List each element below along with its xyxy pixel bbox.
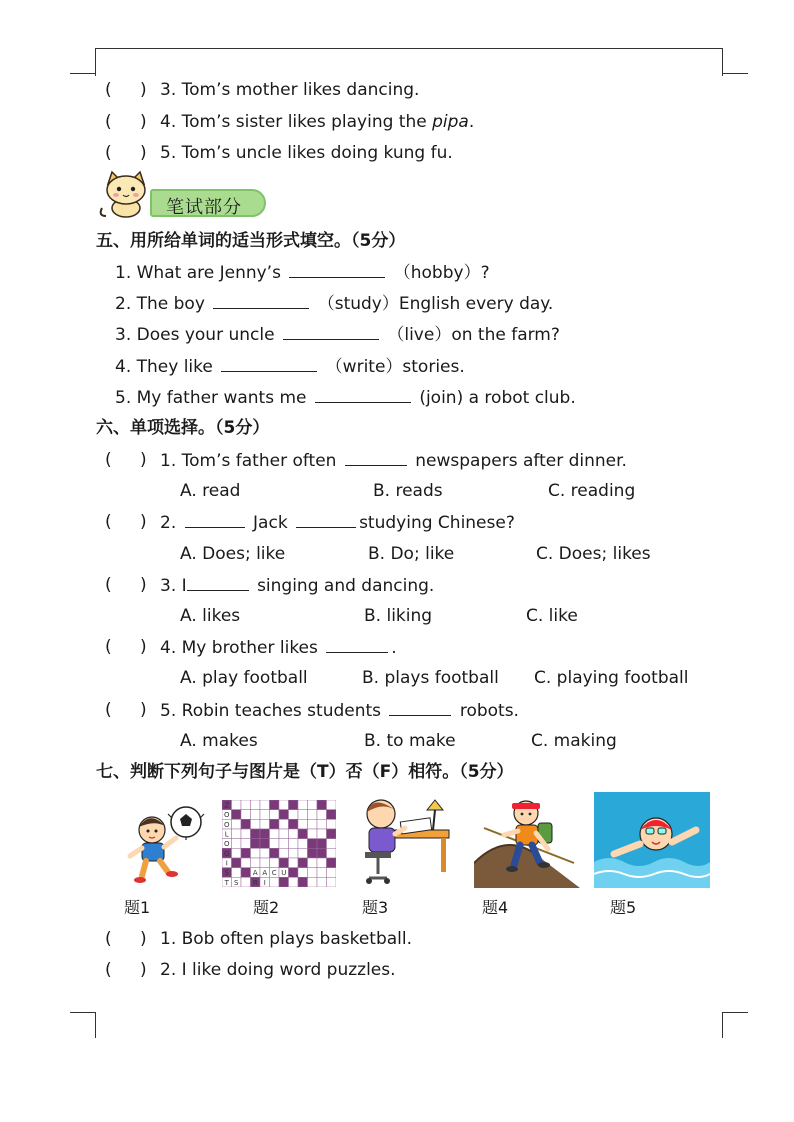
puzzle-cell <box>327 848 337 858</box>
picture-caption-2: 题2 <box>253 898 280 917</box>
puzzle-cell <box>241 858 251 868</box>
puzzle-cell <box>317 800 327 810</box>
puzzle-cell <box>317 858 327 868</box>
puzzle-cell <box>298 877 308 887</box>
listening-item-4-text: 4. Tom’s sister likes playing the <box>160 112 433 132</box>
question-text-end: robots. <box>459 701 519 721</box>
puzzle-cell <box>241 829 251 839</box>
crop-mark-top-line <box>95 48 723 49</box>
puzzle-grid <box>222 800 336 887</box>
question-text-end: newspapers after dinner. <box>415 451 627 471</box>
fill-item-text: 2. The boy <box>115 294 205 314</box>
puzzle-cell <box>232 848 242 858</box>
puzzle-cell <box>308 810 318 820</box>
puzzle-cell <box>232 829 242 839</box>
picture-caption-4: 题4 <box>482 898 509 917</box>
choice-question-2 <box>160 511 515 534</box>
puzzle-cell <box>327 858 337 868</box>
puzzle-cell <box>317 868 327 878</box>
answer-paren-close: ) <box>140 960 147 980</box>
listening-item-3: 3. Tom’s mother likes dancing. <box>160 80 420 100</box>
puzzle-cell <box>232 819 242 829</box>
puzzle-cell <box>241 839 251 849</box>
fill-item-hint: （write）stories. <box>325 357 465 377</box>
puzzle-cell <box>327 819 337 829</box>
crop-mark-bottom-right-h <box>722 1012 748 1013</box>
question-number: 5. <box>160 701 177 721</box>
puzzle-cell <box>298 800 308 810</box>
puzzle-cell <box>317 819 327 829</box>
puzzle-cell <box>270 819 280 829</box>
choice-blank <box>326 636 388 653</box>
option-c[interactable]: C. reading <box>548 481 636 501</box>
fill-item-text: 1. What are Jenny’s <box>115 263 281 283</box>
puzzle-cell <box>260 819 270 829</box>
puzzle-cell <box>232 858 242 868</box>
picture-5-boy-swimming <box>594 792 710 888</box>
choice-blank <box>187 574 249 591</box>
puzzle-letter: O <box>223 840 230 849</box>
option-b[interactable]: B. plays football <box>362 668 499 688</box>
answer-paren-close: ) <box>140 80 147 100</box>
puzzle-cell <box>241 800 251 810</box>
puzzle-cell <box>317 839 327 849</box>
puzzle-cell <box>308 819 318 829</box>
picture-1-boy-with-ball <box>120 800 206 888</box>
question-number: 4. <box>160 638 177 658</box>
question-text: Robin teaches students <box>181 701 382 721</box>
puzzle-cell <box>308 877 318 887</box>
puzzle-cell <box>327 877 337 887</box>
puzzle-letter: Z <box>224 801 230 810</box>
puzzle-cell <box>260 839 270 849</box>
question-text-end: . <box>391 638 397 658</box>
puzzle-cell <box>298 839 308 849</box>
crop-mark-top-right-v <box>722 48 723 76</box>
crop-mark-top-left-h <box>70 73 96 74</box>
answer-paren-close: ) <box>140 700 147 720</box>
fill-item-3 <box>115 323 560 346</box>
fill-blank[interactable] <box>283 323 379 340</box>
answer-paren-open[interactable]: ( <box>105 80 112 100</box>
answer-paren-close: ) <box>140 637 147 657</box>
question-number: 3. <box>160 576 177 596</box>
puzzle-cell <box>289 810 299 820</box>
puzzle-cell <box>232 839 242 849</box>
puzzle-cell <box>270 848 280 858</box>
puzzle-cell <box>327 839 337 849</box>
puzzle-cell <box>279 858 289 868</box>
fill-item-hint: (join) a robot club. <box>419 388 576 408</box>
picture-4-boy-climbing <box>474 793 580 888</box>
listening-item-4-emphasis: pipa <box>432 112 469 132</box>
answer-paren-open[interactable]: ( <box>105 929 112 949</box>
puzzle-cell <box>251 858 261 868</box>
section-7-title: 七、判断下列句子与图片是（T）否（F）相符。（5分） <box>96 762 514 782</box>
puzzle-cell <box>308 829 318 839</box>
puzzle-cell <box>260 800 270 810</box>
puzzle-cell <box>298 829 308 839</box>
puzzle-cell <box>260 810 270 820</box>
answer-paren-close: ) <box>140 112 147 132</box>
crop-mark-top-right-h <box>722 73 748 74</box>
puzzle-cell <box>270 839 280 849</box>
option-b[interactable]: B. to make <box>364 731 456 751</box>
option-b[interactable]: B. liking <box>364 606 433 626</box>
fill-item-1 <box>115 261 490 284</box>
puzzle-cell <box>279 848 289 858</box>
puzzle-cell <box>279 800 289 810</box>
puzzle-cell <box>270 829 280 839</box>
fill-blank[interactable] <box>221 355 317 372</box>
puzzle-cell <box>279 810 289 820</box>
section-5-title: 五、用所给单词的适当形式填空。（5分） <box>96 231 406 251</box>
choice-blank <box>345 449 407 466</box>
puzzle-cell <box>317 848 327 858</box>
puzzle-cell <box>298 848 308 858</box>
puzzle-letter: R <box>252 878 258 887</box>
puzzle-letter: U <box>281 869 287 878</box>
option-a[interactable]: A. likes <box>180 606 241 626</box>
puzzle-cell <box>232 800 242 810</box>
question-text: Tom’s father often <box>181 451 337 471</box>
cat-mascot-icon <box>96 170 154 220</box>
puzzle-cell <box>327 868 337 878</box>
option-a[interactable]: A. play football <box>180 668 308 688</box>
puzzle-cell <box>241 848 251 858</box>
puzzle-cell <box>298 868 308 878</box>
puzzle-cell <box>317 877 327 887</box>
answer-paren-open[interactable]: ( <box>105 450 112 470</box>
puzzle-cell <box>289 829 299 839</box>
puzzle-cell <box>289 839 299 849</box>
choice-question-5 <box>160 699 519 722</box>
picture-3-girl-at-desk <box>355 790 451 888</box>
puzzle-cell <box>298 858 308 868</box>
puzzle-cell <box>289 800 299 810</box>
option-c[interactable]: C. like <box>526 606 578 626</box>
fill-item-4 <box>115 355 465 378</box>
puzzle-cell <box>260 848 270 858</box>
puzzle-cell <box>317 810 327 820</box>
puzzle-letter: T <box>224 878 229 887</box>
question-text-end: studying Chinese? <box>359 513 515 533</box>
option-a[interactable]: A. read <box>180 481 241 501</box>
puzzle-letter: O <box>223 820 230 829</box>
answer-paren-open[interactable]: ( <box>105 143 112 163</box>
puzzle-cell <box>327 800 337 810</box>
puzzle-cell <box>327 829 337 839</box>
banner-label: 笔试部分 <box>166 197 242 218</box>
puzzle-cell <box>270 810 280 820</box>
question-text: I <box>181 576 187 596</box>
answer-paren-close: ) <box>140 575 147 595</box>
puzzle-cell <box>308 800 318 810</box>
fill-item-2 <box>115 292 553 315</box>
puzzle-cell <box>232 868 242 878</box>
crop-mark-bottom-right-v <box>722 1012 723 1038</box>
question-number: 1. <box>160 451 177 471</box>
puzzle-cell <box>251 810 261 820</box>
puzzle-cell <box>279 819 289 829</box>
puzzle-cell <box>279 829 289 839</box>
puzzle-cell <box>260 858 270 868</box>
fill-item-text: 4. They like <box>115 357 213 377</box>
option-a[interactable]: A. Does; like <box>180 544 286 564</box>
option-c[interactable]: C. making <box>531 731 617 751</box>
choice-question-4 <box>160 636 397 659</box>
puzzle-cell <box>317 829 327 839</box>
puzzle-cell <box>251 839 261 849</box>
puzzle-cell <box>298 819 308 829</box>
puzzle-cell <box>241 868 251 878</box>
puzzle-letter: O <box>223 811 230 820</box>
puzzle-cell <box>270 858 280 868</box>
answer-paren-open[interactable]: ( <box>105 112 112 132</box>
option-c[interactable]: C. playing football <box>534 668 689 688</box>
written-part-banner <box>150 189 266 217</box>
option-a[interactable]: A. makes <box>180 731 258 751</box>
puzzle-letter: G <box>224 849 230 858</box>
puzzle-letter: A <box>262 869 268 878</box>
puzzle-cell <box>270 800 280 810</box>
puzzle-cell <box>279 839 289 849</box>
puzzle-cell <box>289 848 299 858</box>
listening-item-4 <box>160 111 474 133</box>
puzzle-letter: I <box>225 859 228 868</box>
picture-caption-3: 题3 <box>362 898 389 917</box>
judge-item-1: 1. Bob often plays basketball. <box>160 929 413 949</box>
answer-paren-open[interactable]: ( <box>105 637 112 657</box>
puzzle-cell <box>308 839 318 849</box>
crop-mark-top-left-v <box>95 48 96 76</box>
puzzle-cell <box>251 829 261 839</box>
answer-paren-open[interactable]: ( <box>105 960 112 980</box>
choice-blank <box>389 699 451 716</box>
fill-blank[interactable] <box>315 386 411 403</box>
option-c[interactable]: C. Does; likes <box>536 544 651 564</box>
fill-item-text: 3. Does your uncle <box>115 325 275 345</box>
question-text: Jack <box>253 513 288 533</box>
section-6-title: 六、单项选择。（5分） <box>96 418 270 438</box>
puzzle-letter: L <box>224 830 229 839</box>
puzzle-letter: S <box>234 878 239 887</box>
puzzle-cell <box>289 868 299 878</box>
puzzle-cell <box>260 829 270 839</box>
puzzle-cell <box>251 819 261 829</box>
fill-item-hint: （live）on the farm? <box>387 325 560 345</box>
puzzle-cell <box>279 877 289 887</box>
listening-item-4-end: . <box>468 112 475 132</box>
puzzle-cell <box>251 800 261 810</box>
fill-item-hint: （study）English every day. <box>317 294 554 314</box>
answer-paren-close: ) <box>140 450 147 470</box>
option-b[interactable]: B. Do; like <box>368 544 455 564</box>
choice-blank <box>296 511 356 528</box>
option-b[interactable]: B. reads <box>373 481 443 501</box>
puzzle-letter: S <box>224 869 229 878</box>
puzzle-cell <box>251 848 261 858</box>
picture-caption-1: 题1 <box>124 898 151 917</box>
fill-blank[interactable] <box>213 292 309 309</box>
puzzle-cell <box>241 810 251 820</box>
puzzle-cell <box>270 877 280 887</box>
fill-item-hint: （hobby）? <box>393 263 490 283</box>
puzzle-cell <box>289 819 299 829</box>
puzzle-letter: A <box>252 869 258 878</box>
fill-blank[interactable] <box>289 261 385 278</box>
answer-paren-close: ) <box>140 512 147 532</box>
question-text-end: singing and dancing. <box>257 576 435 596</box>
picture-2-word-puzzle <box>222 800 336 887</box>
puzzle-letter: C <box>271 869 277 878</box>
judge-item-2: 2. I like doing word puzzles. <box>160 960 396 980</box>
puzzle-cell <box>241 877 251 887</box>
puzzle-cell <box>308 868 318 878</box>
fill-item-5 <box>115 386 576 409</box>
question-number: 2. <box>160 513 177 533</box>
picture-caption-5: 题5 <box>610 898 637 917</box>
fill-item-text: 5. My father wants me <box>115 388 307 408</box>
puzzle-cell <box>289 858 299 868</box>
puzzle-cell <box>308 848 318 858</box>
answer-paren-open[interactable]: ( <box>105 575 112 595</box>
puzzle-cell <box>289 877 299 887</box>
answer-paren-close: ) <box>140 929 147 949</box>
puzzle-cell <box>241 819 251 829</box>
puzzle-letter: I <box>263 878 266 887</box>
choice-question-1 <box>160 449 627 472</box>
puzzle-cell <box>308 858 318 868</box>
puzzle-cell <box>232 810 242 820</box>
answer-paren-open[interactable]: ( <box>105 512 112 532</box>
question-text: My brother likes <box>181 638 318 658</box>
crop-mark-bottom-left-h <box>70 1012 96 1013</box>
puzzle-cell <box>327 810 337 820</box>
choice-question-3 <box>160 574 434 597</box>
crop-mark-bottom-left-v <box>95 1012 96 1038</box>
choice-blank <box>185 511 245 528</box>
answer-paren-open[interactable]: ( <box>105 700 112 720</box>
puzzle-cell <box>298 810 308 820</box>
answer-paren-close: ) <box>140 143 147 163</box>
listening-item-5: 5. Tom’s uncle likes doing kung fu. <box>160 143 453 163</box>
